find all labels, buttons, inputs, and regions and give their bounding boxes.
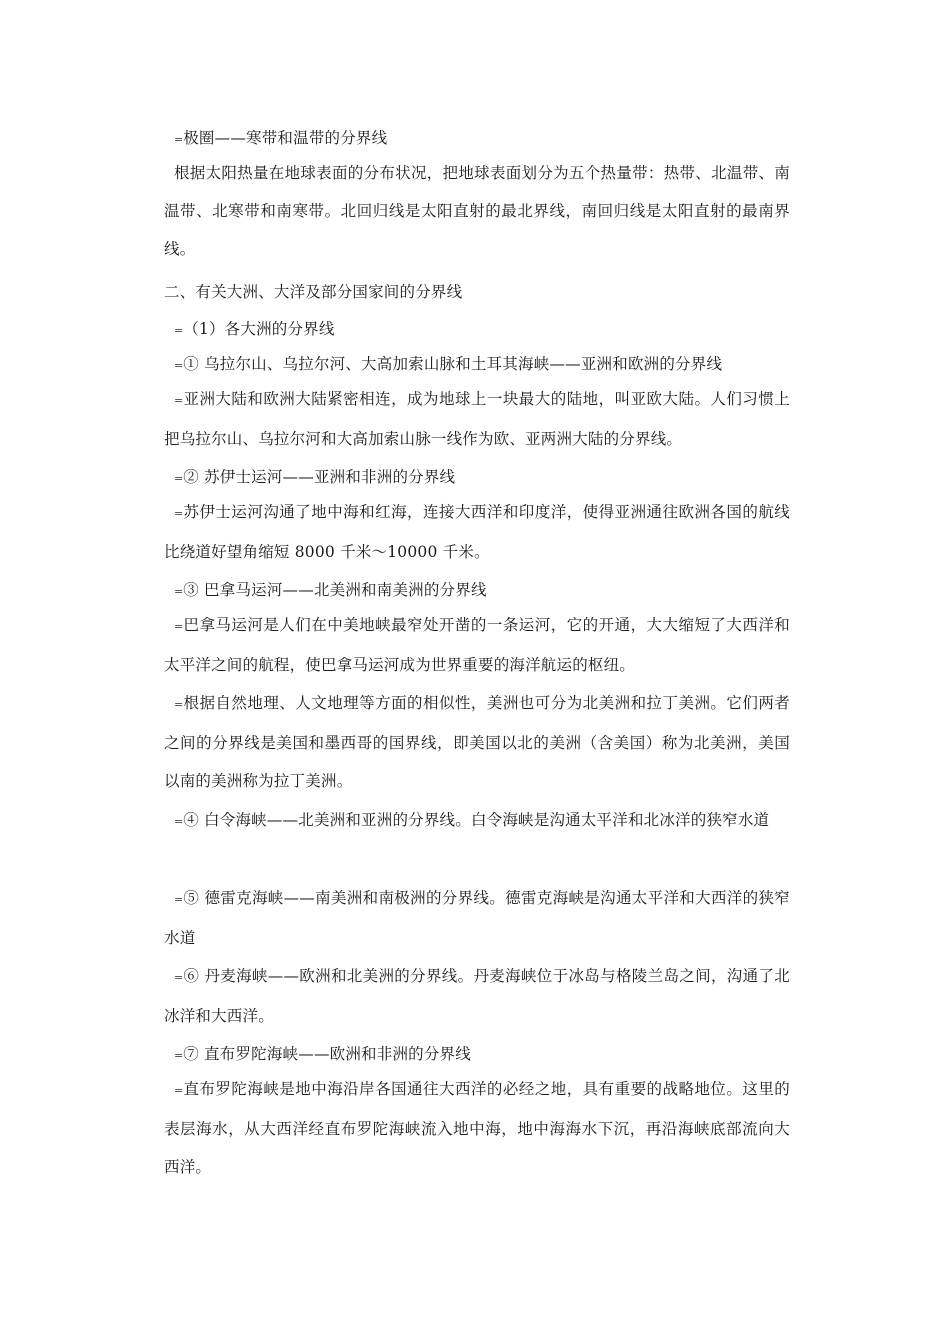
paragraph-text: 根据太阳热量在地球表面的分布状况，把地球表面划分为五个热量带：热带、北温带、南温带、北寒带和南寒带。北回归线是太阳直射的最北界线，南回归线是太阳直射的最南界线。 [164,164,790,258]
bullet-mark: = [174,324,183,337]
paragraph-suez [164,493,790,571]
paragraph-text: 根据自然地理、人文地理等方面的相似性，美洲也可分为北美洲和拉丁美洲。它们两者之间的分界线是美国和墨西哥的国界线，即美国以北的美洲（含美国）称为北美洲，美国以南的美洲称为拉丁美洲。 [164,694,790,790]
item-suez-canal [164,458,800,498]
bullet-mark: = [174,620,183,633]
item-bering-strait [164,801,790,841]
paragraph-text: ⑥ 丹麦海峡——欧洲和北美洲的分界线。丹麦海峡位于冰岛与格陵兰岛之间，沟通了北冰洋和大西洋。 [164,967,790,1025]
bullet-mark: = [174,698,183,711]
bullet-mark: = [174,1084,183,1097]
paragraph-text: ⑦ 直布罗陀海峡——欧洲和非洲的分界线 [183,1045,471,1063]
bullet-mark: = [174,359,183,372]
paragraph-panama [164,606,790,684]
paragraph-text: ⑤ 德雷克海峡——南美洲和南极洲的分界线。德雷克海峡是沟通太平洋和大西洋的狭窄水道 [164,889,790,947]
item-panama-canal [164,571,800,611]
bullet-mark: = [174,815,183,828]
paragraph-polar-circle [164,119,800,159]
bullet-mark: = [174,971,183,984]
item-asia-europe [164,345,800,385]
paragraph-text: 巴拿马运河是人们在中美地峡最窄处开凿的一条运河，它的开通，大大缩短了大西洋和太平洋之间的航程，使巴拿马运河成为世界重要的海洋航运的枢纽。 [164,616,790,674]
paragraph-text: ① 乌拉尔山、乌拉尔河、大高加索山脉和土耳其海峡——亚洲和欧洲的分界线 [183,355,723,373]
paragraph-gibraltar [164,1070,790,1186]
bullet-mark: = [174,585,183,598]
paragraph-heat-zones [164,154,790,268]
paragraph-americas [164,684,790,800]
paragraph-text: 极圈——寒带和温带的分界线 [183,129,388,147]
paragraph-text: ④ 白令海峡——北美洲和亚洲的分界线。白令海峡是沟通太平洋和北冰洋的狭窄水道 [183,811,770,829]
paragraph-text: （1）各大洲的分界线 [183,320,335,338]
bullet-mark: = [174,133,183,146]
bullet-mark: = [174,507,183,520]
paragraph-text: ② 苏伊士运河——亚洲和非洲的分界线 [183,468,456,486]
paragraph-text: ③ 巴拿马运河——北美洲和南美洲的分界线 [183,581,487,599]
bullet-mark: = [174,1049,183,1062]
item-drake-passage [164,879,790,957]
paragraph-text: 亚洲大陆和欧洲大陆紧密相连，成为地球上一块最大的陆地，叫亚欧大陆。人们习惯上把乌拉尔山、乌拉尔河和大高加索山脉一线作为欧、亚两洲大陆的分界线。 [164,390,790,448]
paragraph-text: 二、有关大洲、大洋及部分国家间的分界线 [164,283,463,301]
section-heading [164,273,790,311]
bullet-mark: = [174,893,183,906]
subheading-continent-boundaries [164,310,800,350]
bullet-mark: = [174,472,183,485]
paragraph-text: 苏伊士运河沟通了地中海和红海，连接大西洋和印度洋，使得亚洲通往欧洲各国的航线比绕道好望角缩短 8000 千米～10000 千米。 [164,503,790,561]
item-denmark-strait [164,957,790,1035]
bullet-mark: = [174,394,183,407]
paragraph-text: 直布罗陀海峡是地中海沿岸各国通往大西洋的必经之地，具有重要的战略地位。这里的表层海水，从大西洋经直布罗陀海峡流入地中海，地中海海水下沉，再沿海峡底部流向大西洋。 [164,1080,790,1176]
paragraph-eurasia [164,380,790,458]
item-gibraltar-strait [164,1035,800,1075]
